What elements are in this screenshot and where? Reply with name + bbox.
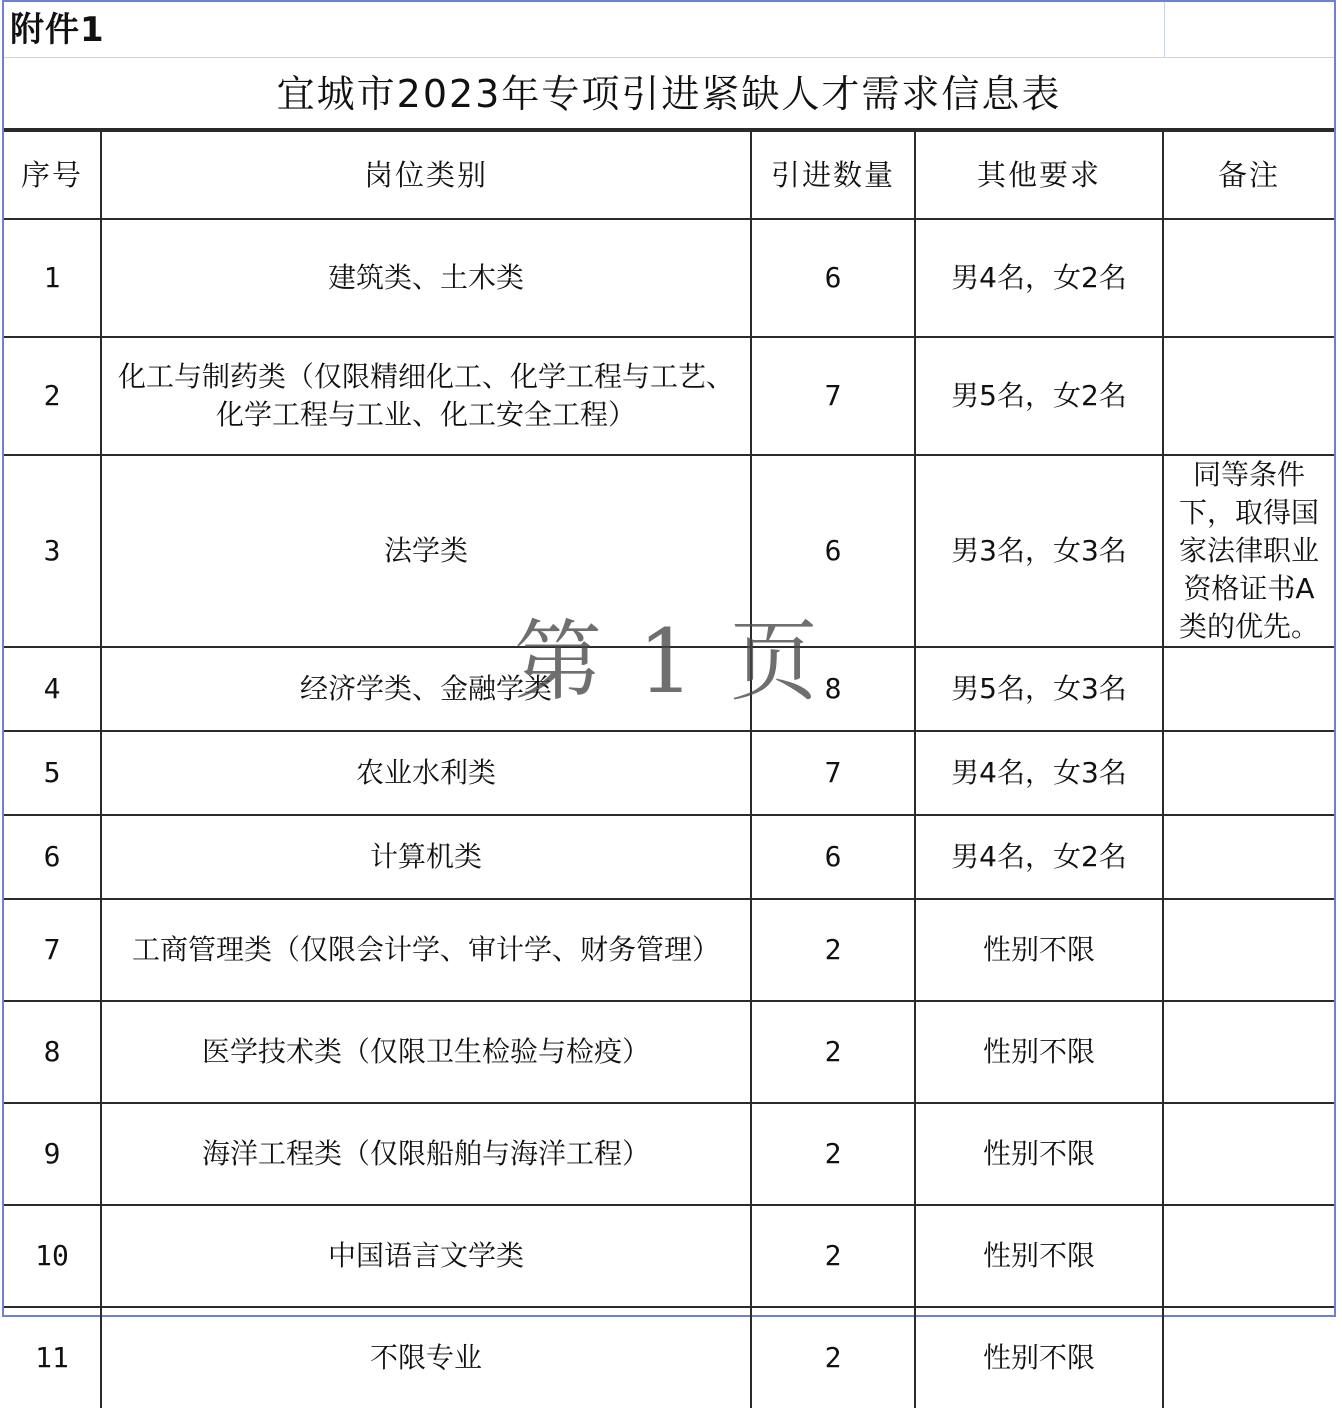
cell-index: 10 <box>4 1205 101 1307</box>
table-row <box>4 1205 1334 1307</box>
title-row <box>4 58 1334 130</box>
header-category: 岗位类别 <box>101 131 751 219</box>
table-row <box>4 647 1334 731</box>
table-row <box>4 219 1334 337</box>
cell-quantity: 6 <box>751 815 915 899</box>
cell-remarks <box>1163 1103 1334 1205</box>
cell-category: 工商管理类（仅限会计学、审计学、财务管理） <box>101 899 751 1001</box>
cell-quantity: 2 <box>751 1307 915 1408</box>
cell-requirements: 男4名，女2名 <box>915 815 1163 899</box>
spreadsheet-page <box>2 0 1336 1374</box>
cell-category: 农业水利类 <box>101 731 751 815</box>
cell-category: 中国语言文学类 <box>101 1205 751 1307</box>
header-row <box>4 131 1334 219</box>
cell-remarks <box>1163 647 1334 731</box>
cell-index: 8 <box>4 1001 101 1103</box>
cell-requirements: 性别不限 <box>915 1103 1163 1205</box>
cell-quantity: 6 <box>751 455 915 647</box>
sheet-gridline <box>1164 2 1165 58</box>
cell-quantity: 7 <box>751 337 915 455</box>
cell-remarks: 同等条件下，取得国家法律职业资格证书A类的优先。 <box>1163 455 1334 647</box>
cell-category: 海洋工程类（仅限船舶与海洋工程） <box>101 1103 751 1205</box>
cell-index: 11 <box>4 1307 101 1408</box>
cell-remarks <box>1163 899 1334 1001</box>
cell-category: 计算机类 <box>101 815 751 899</box>
cell-remarks <box>1163 1001 1334 1103</box>
cell-remarks <box>1163 731 1334 815</box>
cell-requirements: 性别不限 <box>915 1307 1163 1408</box>
cell-category: 不限专业 <box>101 1307 751 1408</box>
cell-quantity: 2 <box>751 1001 915 1103</box>
cell-remarks <box>1163 1205 1334 1307</box>
table-row <box>4 337 1334 455</box>
cell-index: 1 <box>4 219 101 337</box>
table-row <box>4 1001 1334 1103</box>
cell-index: 5 <box>4 731 101 815</box>
cell-index: 4 <box>4 647 101 731</box>
table-row <box>4 455 1334 647</box>
attachment-label: 附件1 <box>10 10 105 50</box>
cell-requirements: 男5名，女3名 <box>915 647 1163 731</box>
cell-category: 医学技术类（仅限卫生检验与检疫） <box>101 1001 751 1103</box>
cell-requirements: 性别不限 <box>915 1205 1163 1307</box>
cell-requirements: 男4名，女3名 <box>915 731 1163 815</box>
table-row <box>4 1307 1334 1408</box>
cell-index: 2 <box>4 337 101 455</box>
header-remarks: 备注 <box>1163 131 1334 219</box>
cell-requirements: 性别不限 <box>915 899 1163 1001</box>
cell-category: 法学类 <box>101 455 751 647</box>
cell-category: 化工与制药类（仅限精细化工、化学工程与工艺、化学工程与工业、化工安全工程） <box>101 337 751 455</box>
cell-quantity: 2 <box>751 1205 915 1307</box>
cell-requirements: 男4名，女2名 <box>915 219 1163 337</box>
table-row <box>4 815 1334 899</box>
cell-quantity: 2 <box>751 899 915 1001</box>
header-index: 序号 <box>4 131 101 219</box>
attachment-label-row <box>4 2 1334 58</box>
cell-remarks <box>1163 1307 1334 1408</box>
cell-index: 3 <box>4 455 101 647</box>
cell-remarks <box>1163 337 1334 455</box>
header-quantity: 引进数量 <box>751 131 915 219</box>
header-requirements: 其他要求 <box>915 131 1163 219</box>
cell-quantity: 7 <box>751 731 915 815</box>
cell-category: 经济学类、金融学类 <box>101 647 751 731</box>
cell-index: 6 <box>4 815 101 899</box>
talent-demand-table <box>4 130 1334 1408</box>
table-row <box>4 1103 1334 1205</box>
cell-requirements: 男3名，女3名 <box>915 455 1163 647</box>
cell-quantity: 6 <box>751 219 915 337</box>
table-title: 宜城市2023年专项引进紧缺人才需求信息表 <box>276 72 1062 116</box>
cell-requirements: 男5名，女2名 <box>915 337 1163 455</box>
cell-index: 7 <box>4 899 101 1001</box>
table-row <box>4 899 1334 1001</box>
cell-index: 9 <box>4 1103 101 1205</box>
cell-remarks <box>1163 815 1334 899</box>
table-row <box>4 731 1334 815</box>
cell-category: 建筑类、土木类 <box>101 219 751 337</box>
cell-quantity: 2 <box>751 1103 915 1205</box>
page-number-watermark: 第 1 页 <box>514 610 822 713</box>
cell-quantity: 8 <box>751 647 915 731</box>
cell-remarks <box>1163 219 1334 337</box>
cell-requirements: 性别不限 <box>915 1001 1163 1103</box>
